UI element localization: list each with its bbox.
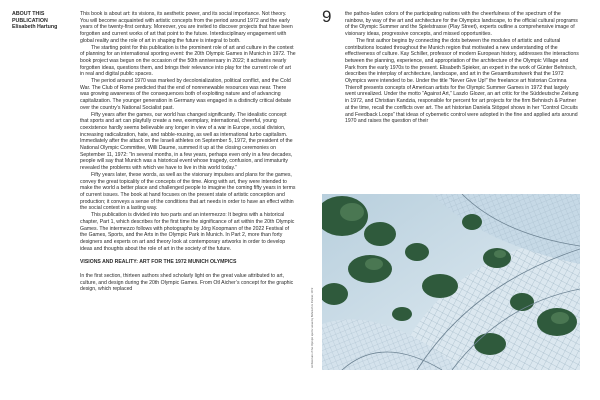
body-paragraph: Fifty years later, these words, as well as the visionary impulses and plans for the games, convey the great topicality of the concepts of the time. Along with art, they were intended to make the world a better place and challenged people to imagine the coming fifty years in terms of current issues. The book at hand focuses on the present state of artistic conception and production; it conveys a sense of the conditions that art needs in order to have an effect within the social context in a lasting way.	[80, 171, 296, 212]
sidebar	[12, 11, 70, 31]
body-paragraph: The starting point for this publication is the prominent role of art and culture in the context of planning for an international sporting event: the 20th Olympic Games in Munich in 1972. The book project was begun on the occasion of the 50th anniversary in 2022; it activates nearly forgotten ideas, questions them, and brings their relevance into play for the current role of art in real and digital public spaces.	[80, 44, 296, 78]
body-paragraph: Fifty years after the games, our world has changed significantly. The idealistic concept that sports and art can playfully create a new, exemplary, international, cheerful, young coexistence hardly seems believable any longer in view of a war in Europe, social division, increasing radicalization, hate, and rabble-rousing, as well as international turbo capitalism. Immediately after the attack on the Israeli athletes on September 5, 1972, the president of the National Olympic Committee, Willi Daume, summed it up at the closing ceremonies on September 11, 1972: “In several months, in a few years, perhaps even only in a few decades, people will say that Munich was a historical event whose tragedy, confusion, and immaturity revealed the problems with which we have to live in this world today.”	[80, 111, 293, 172]
olympic-roof-photo	[322, 194, 580, 370]
continued-paragraph: the pathos-laden colors of the participating nations with the cheerfulness of the spectrum of the rainbow, by way of the art and architecture for the Olympics landscape, to the official cultural programs of the Olympic Summer and the Spielstrasse (Play Street), experts outline a comprehensive image of visionary ideas, progressive concepts, and missed opportunities.	[345, 11, 578, 38]
section-paragraph: In the first section, thirteen authors shed scholarly light on the great value attributed to art, culture, and design during the 20th Olympic Games. From Otl Aicher’s concept for the graphic design, which replaced	[80, 273, 294, 293]
intro-paragraph: This book is about art: its visions, its aesthetic power, and its social importance. Not theory. You will become acquainted with artistic concepts from the period around 1972 and the early years of the twenty-first century. Moreover, you are invited to discover projects that have been forgotten and current works of art that point to the future. Interdisciplinary engagement with global reality and the role of art in shaping the future is integral to both.	[80, 11, 293, 44]
right-text-column	[345, 11, 580, 125]
left-text-column	[80, 11, 296, 293]
body-paragraph: This publication is divided into two parts and an intermezzo: It begins with a historical chapter, Part 1, which describes for the first time the significance of art within the 20th Olympic Games. The intermezzo follows with photographs by Jörg Koopmann of the 2022 Festival of the Games, Sports, and the Arts in the Olympic Park in Munich. In Part 2, more than forty designers and experts on art and theory look at contemporary artworks in order to develop ideas and thoughts about the role of art in the society of the future.	[80, 212, 295, 252]
body-paragraph: The first author begins by connecting the dots between the modules of artistic and cultural contributions located throughout the Munich region that motivated a new understanding of the effectiveness of culture. Kay Schiller, professor of modern European history, addresses the interactions between the planning, experience, and appropriation of the architecture of the Olympic Village and Park from the early 1970s to the present. Elisabeth Spieker, an expert in the work of Günter Behnisch, describes the interplay of architecture, landscape, and art in the Gesamtkunstwerk that the 1972 Olympics were intended to be. Under the title “Never Give Up!” the freelance art historian Corinna Thierolf presents concepts of American artists for the Olympic Summer Games in 1972 that largely went unrealized. Under the motto “Against Art,” Laszlo Glozer, an art critic for the Süddeutsche Zeitung in 1972, and Christian Kandzia, responsible for percent for art projects for the firm Behnisch & Partner at the time, recall the conflicts over art. The art historian Daniela Stöppel shows in her “Control Circuits and Feedback Loops” that ideas of cybernetic control were adopted in the fine and applied arts around 1970 and raises the question of their	[345, 37, 579, 125]
photo-caption-text: Architecture of the Olympic sports venue by Behnisch & Partner, 1972	[311, 287, 314, 368]
olympic-roof-photo-illustration	[322, 194, 580, 370]
section-heading: VISIONS AND REALITY: ART FOR THE 1972 MUNICH OLYMPICS	[80, 259, 237, 266]
photo-caption	[311, 198, 317, 368]
sidebar-heading: ABOUT THIS PUBLICATION	[12, 11, 48, 24]
sidebar-author: Elisabeth Hartung	[12, 24, 58, 31]
body-paragraph: The period around 1970 was marked by decolonialization, political conflict, and the Cold War. The Club of Rome predicted that the end of nonrenewable resources was near. There was growing awareness of the consequences both of exploiting nature and of advancing capitalization. The younger generation in Germany was engaged in a distinctly critical debate over the country’s National Socialist past.	[80, 78, 292, 111]
page-number: 9	[322, 7, 332, 26]
